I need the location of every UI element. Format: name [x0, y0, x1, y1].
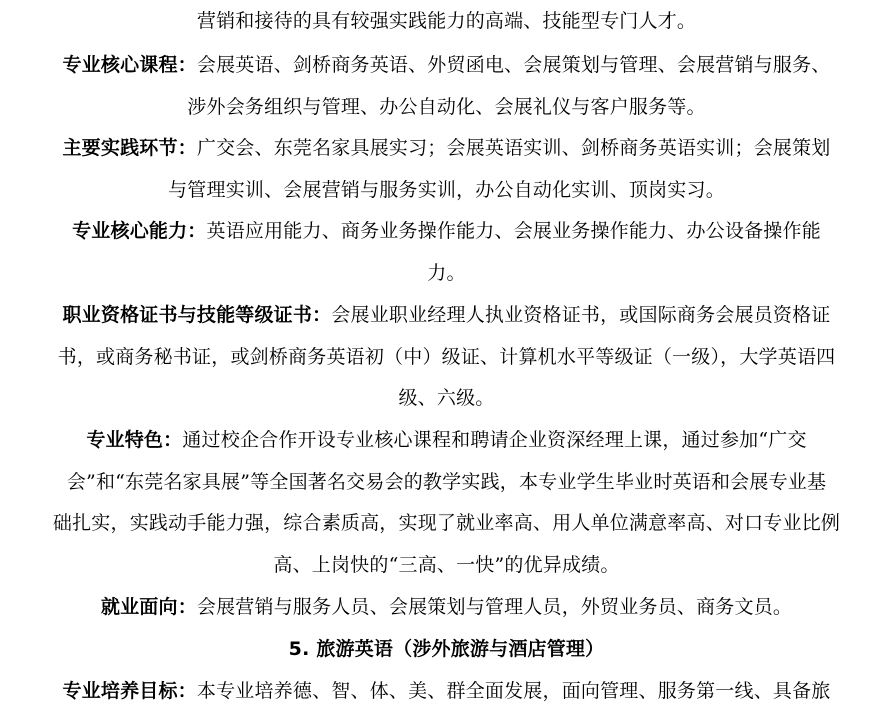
paragraph-line: 会展业职业经理人执业资格证书，或国际商务会展员资格证	[331, 304, 831, 326]
paragraph-core-abilities	[10, 211, 883, 294]
paragraph-line: 与管理实训、会展营销与服务实训，办公自动化实训、顶岗实习。	[168, 178, 725, 201]
paragraph-line: 高、上岗快的“三高、一快”的优异成绩。	[273, 553, 620, 576]
features-label: 专业特色：	[86, 429, 183, 451]
paragraph-line: 营销和接待的具有较强实践能力的高端、技能型专门人才。	[196, 10, 697, 32]
paragraph-line: 通过校企合作开设专业核心课程和聘请企业资深经理上课，通过参加“广交	[182, 429, 807, 451]
paragraph-line: 础扎实，实践动手能力强，综合素质高，实现了就业率高、用人单位满意率高、对口专业比例	[52, 512, 841, 535]
training-goal-label: 专业培养目标：	[62, 680, 197, 702]
paragraph-line: 会展英语、剑桥商务英语、外贸函电、会展策划与管理、会展营销与服务、	[196, 54, 831, 76]
paragraph-line: 英语应用能力、商务业务操作能力、会展业务操作能力、办公设备操作能	[206, 220, 821, 242]
section-heading: 5. 旅游英语（涉外旅游与酒店管理）	[288, 638, 605, 660]
paragraph-employment	[10, 587, 883, 629]
paragraph-features	[10, 420, 883, 586]
certificates-label: 职业资格证书与技能等级证书：	[62, 304, 332, 326]
paragraph-line: 会展营销与服务人员、会展策划与管理人员，外贸业务员、商务文员。	[196, 596, 793, 618]
paragraph-line: 力。	[427, 261, 466, 284]
paragraph-line: 本专业培养德、智、体、美、群全面发展，面向管理、服务第一线、具备旅	[196, 680, 831, 702]
paragraph-training-goal	[10, 671, 883, 713]
core-courses-label: 专业核心课程：	[62, 54, 197, 76]
paragraph-line: 广交会、东莞名家具展实习；会展英语实训、剑桥商务英语实训；会展策划	[196, 137, 831, 159]
core-abilities-label: 专业核心能力：	[72, 220, 207, 242]
paragraph-core-courses	[10, 45, 883, 128]
practice-label: 主要实践环节：	[62, 137, 197, 159]
paragraph-certificates	[10, 295, 883, 420]
paragraph-line: 会”和“东莞名家具展”等全国著名交易会的教学实践，本专业学生毕业时英语和会展专业基	[66, 470, 827, 493]
paragraph-line: 书，或商务秘书证，或剑桥商务英语初（中）级证、计算机水平等级证（一级），大学英语四	[57, 345, 836, 368]
paragraph-line: 级、六级。	[398, 387, 495, 410]
employment-label: 就业面向：	[100, 596, 197, 618]
paragraph-practice	[10, 128, 883, 211]
paragraph-continuation	[10, 1, 883, 43]
paragraph-line: 涉外会务组织与管理、办公自动化、会展礼仪与客户服务等。	[187, 95, 706, 118]
